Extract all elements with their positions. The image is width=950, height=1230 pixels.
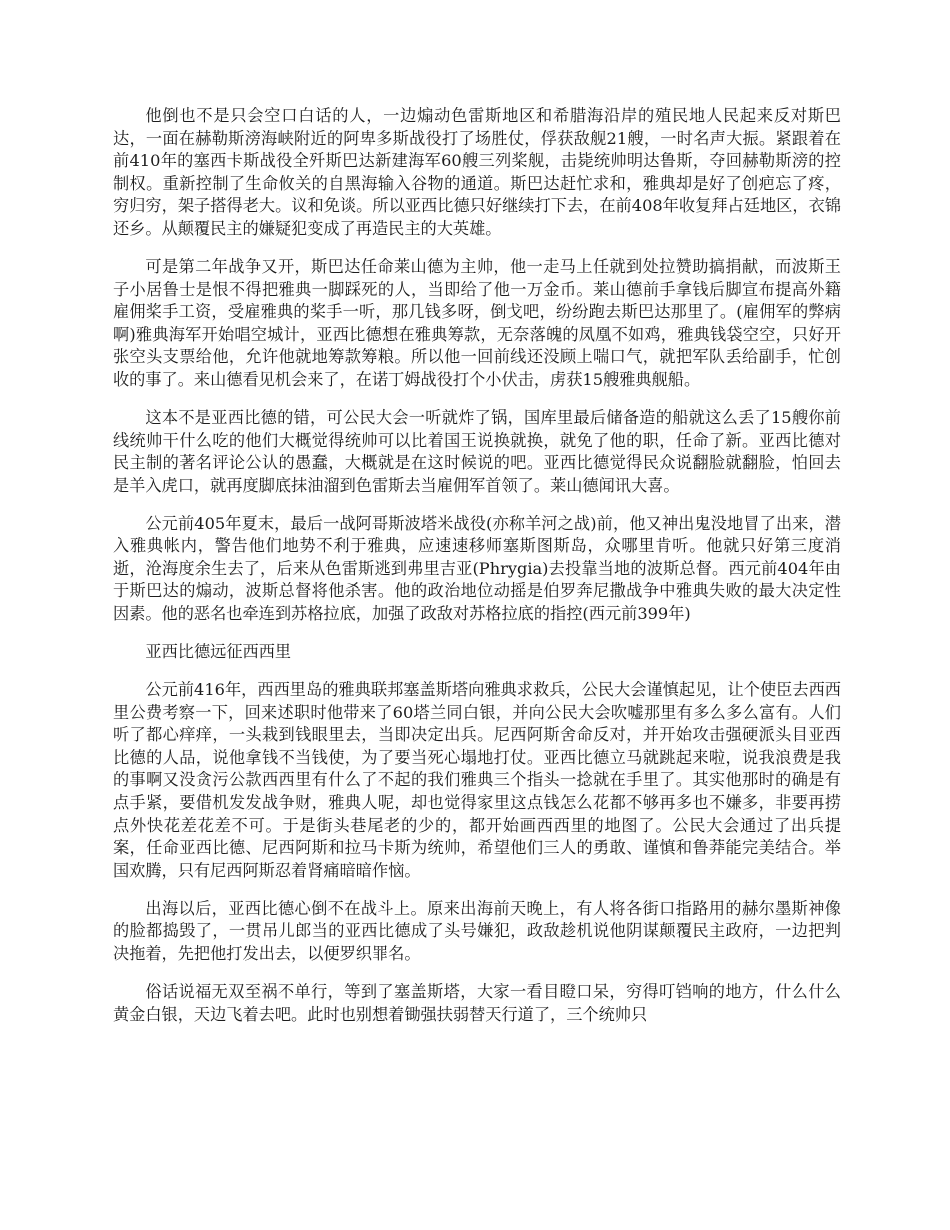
paragraph: 出海以后，亚西比德心倒不在战斗上。原来出海前天晚上，有人将各街口指路用的赫尔墨斯神像的脸都捣毁了，一贯吊儿郎当的亚西比德成了头号嫌犯，政敌趁机说他阴谋颠覆民主政府，一边把判决拖着，先把他打发出去，以便罗织罪名。	[113, 898, 841, 963]
paragraph: 可是第二年战争又开，斯巴达任命莱山德为主帅，他一走马上任就到处拉赞助搞捐献，而波斯王子小居鲁士是恨不得把雅典一脚踩死的人，当即给了他一万金币。莱山德前手拿钱后脚宣布提高外籍雇佣桨手工资，受雇雅典的桨手一听，那几钱多呀，倒戈吧，纷纷跑去斯巴达那里了。(雇佣军的弊病啊)雅典海军开始唱空城计，亚西比德想在雅典筹款，无奈落魄的凤凰不如鸡，雅典钱袋空空，只好开张空头支票给他，允许他就地筹款筹粮。所以他一回前线还没顾上喘口气，就把军队丢给副手，忙创收的事了。来山德看见机会来了，在诺丁姆战役打个小伏击，虏获15艘雅典舰船。	[113, 256, 841, 389]
paragraph: 俗话说福无双至祸不单行，等到了塞盖斯塔，大家一看目瞪口呆，穷得叮铛响的地方，什么什么黄金白银，天边飞着去吧。此时也别想着锄强扶弱替天行道了，三个统帅只	[113, 981, 841, 1024]
paragraph: 他倒也不是只会空口白话的人，一边煽动色雷斯地区和希腊海沿岸的殖民地人民起来反对斯巴达，一面在赫勒斯滂海峡附近的阿卑多斯战役打了场胜仗，俘获敌舰21艘，一时名声大振。紧跟着在前410年的塞西卡斯战役全歼斯巴达新建海军60艘三列桨舰，击毙统帅明达鲁斯，夺回赫勒斯滂的控制权。重新控制了生命攸关的自黑海输入谷物的通道。斯巴达赶忙求和，雅典却是好了创疤忘了疼，穷归穷，架子搭得老大。议和免谈。所以亚西比德只好继续打下去，在前408年收复拜占廷地区，衣锦还乡。从颠覆民主的嫌疑犯变成了再造民主的大英雄。	[113, 106, 841, 238]
section-heading: 亚西比德远征西西里	[145, 642, 292, 662]
paragraph: 公元前405年夏末，最后一战阿哥斯波塔米战役(亦称羊河之战)前，他又神出鬼没地冒了出来，潜入雅典帐内，警告他们地势不利于雅典，应速速移师塞斯图斯岛，众哪里肯听。他就只好第三度消逝，沧海度余生去了，后来从色雷斯逃到弗里吉亚(Phrygia)去投靠当地的波斯总督。西元前404年由于斯巴达的煽动，波斯总督将他杀害。他的政治地位动摇是伯罗奔尼撒战争中雅典失败的最大决定性因素。他的恶名也牵连到苏格拉底，加强了政敌对苏格拉底的指控(西元前399年)	[113, 513, 841, 624]
document-page	[113, 105, 841, 1042]
paragraph: 公元前416年，西西里岛的雅典联邦塞盖斯塔向雅典求救兵，公民大会谨慎起见，让个使臣去西西里公费考察一下，回来述职时他带来了60塔兰同白银，并向公民大会吹嘘那里有多么多么富有。人们听了都心痒痒，一头栽到钱眼里去，当即决定出兵。尼西阿斯舍命反对，并开始攻击强硬派头目亚西比德的人品，说他拿钱不当钱使，为了要当死心塌地打仗。亚西比德立马就跳起来啦，说我浪费是我的事啊又没贪污公款西西里有什么了不起的我们雅典三个指头一捻就在手里了。其实他那时的确是有点手紧，要借机发发战争财，雅典人呢，却也觉得家里这点钱怎么花都不够再多也不嫌多，非要再捞点外快花差花差不可。于是街头巷尾老的少的，都开始画西西里的地图了。公民大会通过了出兵提案，任命亚西比德、尼西阿斯和拉马卡斯为统帅，希望他们三人的勇敢、谨慎和鲁莽能完美结合。举国欢腾，只有尼西阿斯忍着肾痛暗暗作恼。	[113, 680, 841, 880]
paragraph: 这本不是亚西比德的错，可公民大会一听就炸了锅，国库里最后储备造的船就这么丢了15艘你前线统帅干什么吃的他们大概觉得统帅可以比着国王说换就换，就免了他的职，任命了新。亚西比德对民主制的著名评论公认的愚蠢，大概就是在这时候说的吧。亚西比德觉得民众说翻脸就翻脸，怕回去是羊入虎口，就再度脚底抹油溜到色雷斯去当雇佣军首领了。莱山德闻讯大喜。	[113, 407, 841, 495]
